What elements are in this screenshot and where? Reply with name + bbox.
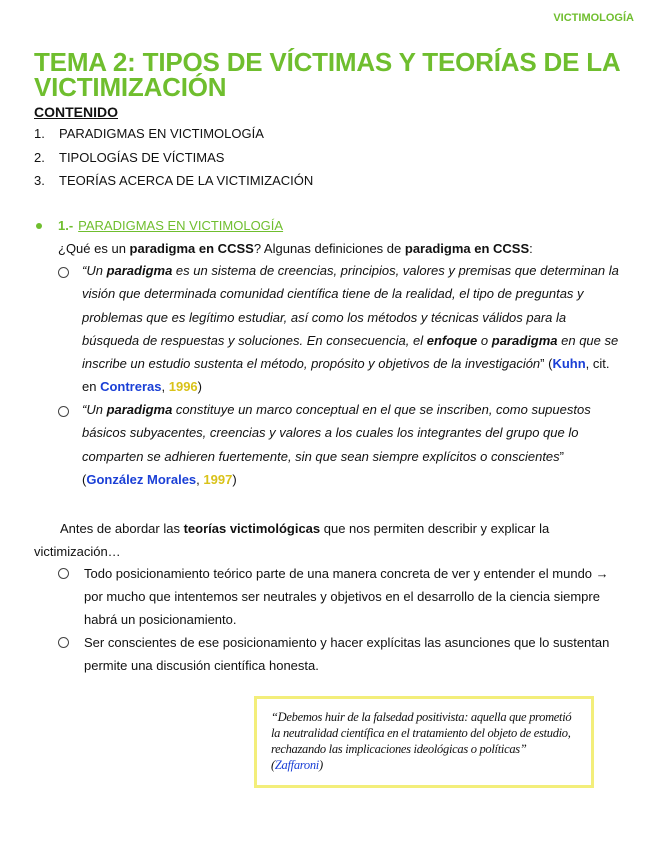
- citation-year: 1996: [168, 379, 198, 395]
- definition-quote-gonzalez: “Un paradigma constituye un marco conceptual en el que se inscriben, como supuestos básicos subyacentes, creencias y valores a los cuales los integrantes del grupo que lo comparten se adhieren fuertemente, sin que sean siempre explícitos o conscientes” (González Morales, 1997): [82, 402, 591, 487]
- toc-label: TIPOLOGÍAS DE VÍCTIMAS: [59, 149, 225, 165]
- contenido-heading: CONTENIDO: [34, 104, 118, 120]
- hollow-bullet-icon: [58, 267, 69, 278]
- toc-label: TEORÍAS ACERCA DE LA VICTIMIZACIÓN: [59, 173, 314, 188]
- toc-item: [34, 150, 313, 174]
- toc-number: 2.: [34, 149, 45, 165]
- section-question: ¿Qué es un paradigma en CCSS? Algunas definiciones de paradigma en CCSS:: [58, 241, 533, 256]
- hollow-bullet-icon: [58, 406, 69, 417]
- section-title: PARADIGMAS EN VICTIMOLOGÍA: [78, 218, 284, 233]
- hollow-bullet-icon: [58, 637, 69, 648]
- toc-label: PARADIGMAS EN VICTIMOLOGÍA: [59, 126, 264, 141]
- toc-number: 1.: [34, 126, 45, 141]
- section-heading: [34, 218, 283, 233]
- hollow-bullet-icon: [58, 568, 69, 579]
- toc-number: 3.: [34, 173, 45, 188]
- bullet-item: Ser conscientes de ese posicionamiento y hacer explícitas las asunciones que lo sustentan permite una discusión científica honesta.: [84, 635, 610, 673]
- citation-author: González Morales: [86, 471, 197, 487]
- citation-author: Contreras: [100, 379, 162, 395]
- running-header: VICTIMOLOGÍA: [553, 12, 634, 24]
- bullet-item: Todo posicionamiento teórico parte de una manera concreta de ver y entender el mundo → por mucho que intentemos ser neutrales y objetivos en el desarrollo de la ciencia siempre habrá un posicionamiento.: [84, 566, 609, 627]
- section-number: 1.-: [58, 218, 74, 233]
- page-title: TEMA 2: TIPOS DE VÍCTIMAS Y TEORÍAS DE LA VICTIMIZACIÓN: [34, 47, 620, 102]
- definition-quote-kuhn: “Un paradigma es un sistema de creencias, principios, valores y premisas que determinan la visión que determinada comunidad científica tiene de la realidad, el tipo de preguntas y problemas que es legítimo estudiar, así como los métodos y técnicas válidos para la búsqueda de respuestas y soluciones. En consecuencia, el enfoque o paradigma en que se inscribe un estudio sustenta el método, propósito y objetivos de la investigación” (Kuhn, cit. en Contreras, 1996): [82, 263, 619, 395]
- table-of-contents: [34, 126, 313, 197]
- highlighted-quote-box: “Debemos huir de la falsedad positivista: aquella que prometió la neutralidad científica en el tratamiento del objeto de estudio, rechazando las implicaciones ideológicas o políticas” (Zaffaroni): [254, 696, 594, 788]
- toc-item: [34, 126, 313, 150]
- citation-author: Kuhn: [552, 356, 586, 372]
- intro-paragraph: Antes de abordar las teorías victimológicas que nos permiten describir y explicar la victimización…: [34, 521, 550, 559]
- citation-author: Zaffaroni: [274, 758, 319, 772]
- toc-item: [34, 173, 313, 197]
- citation-year: 1997: [203, 471, 233, 487]
- bullet-dot-icon: [36, 223, 42, 229]
